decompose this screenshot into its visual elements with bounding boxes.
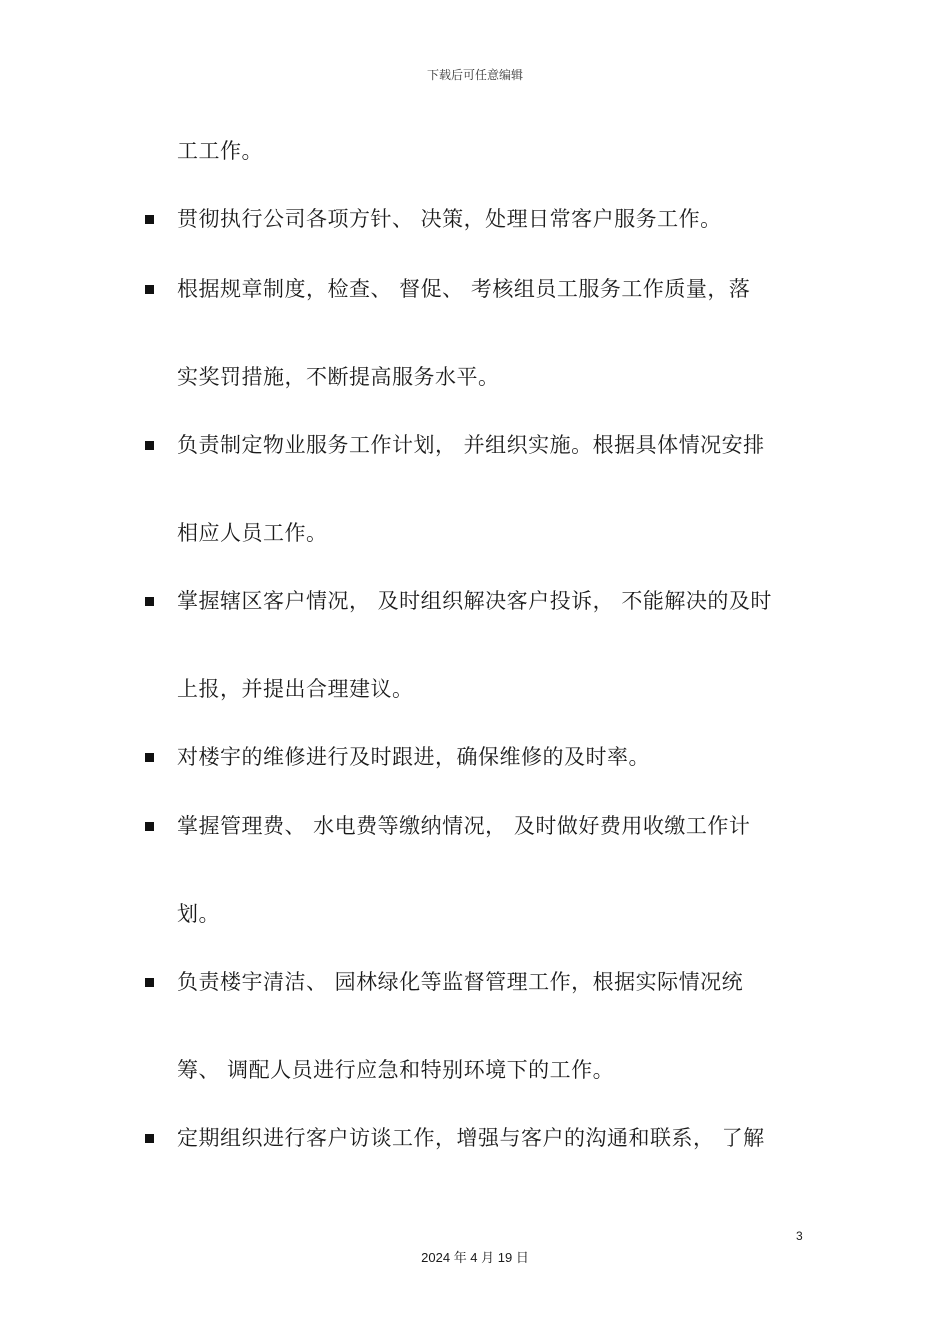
- bullet-icon: [145, 285, 154, 294]
- text-line-1: 工工作。: [177, 139, 263, 163]
- bullet-icon: [145, 978, 154, 987]
- bullet-icon: [145, 822, 154, 831]
- text-line-5: 负责制定物业服务工作计划， 并组织实施。根据具体情况安排: [177, 433, 765, 457]
- text-line-7: 掌握辖区客户情况， 及时组织解决客户投诉， 不能解决的及时: [177, 589, 772, 613]
- text-line-13: 筹、 调配人员进行应急和特别环境下的工作。: [177, 1058, 615, 1082]
- bullet-icon: [145, 1134, 154, 1143]
- text-line-4: 实奖罚措施，不断提高服务水平。: [177, 365, 500, 389]
- text-line-6: 相应人员工作。: [177, 521, 328, 545]
- page-header: 下载后可任意编辑: [426, 68, 523, 82]
- bullet-icon: [145, 441, 154, 450]
- page-number: 3: [796, 1229, 803, 1243]
- bullet-icon: [145, 597, 154, 606]
- bullet-icon: [145, 215, 154, 224]
- text-line-9: 对楼宇的维修进行及时跟进，确保维修的及时率。: [177, 745, 650, 769]
- text-line-10: 掌握管理费、 水电费等缴纳情况， 及时做好费用收缴工作计: [177, 814, 751, 838]
- text-line-8: 上报，并提出合理建议。: [177, 677, 414, 701]
- text-line-11: 划。: [177, 902, 220, 926]
- text-line-14: 定期组织进行客户访谈工作，增强与客户的沟通和联系， 了解: [177, 1126, 765, 1150]
- text-line-3: 根据规章制度，检查、 督促、 考核组员工服务工作质量，落: [177, 277, 751, 301]
- bullet-icon: [145, 753, 154, 762]
- footer-date: 2024 年 4 月 19 日: [421, 1250, 529, 1265]
- text-line-12: 负责楼宇清洁、 园林绿化等监督管理工作，根据实际情况统: [177, 970, 744, 994]
- text-line-2: 贯彻执行公司各项方针、 决策，处理日常客户服务工作。: [177, 207, 722, 231]
